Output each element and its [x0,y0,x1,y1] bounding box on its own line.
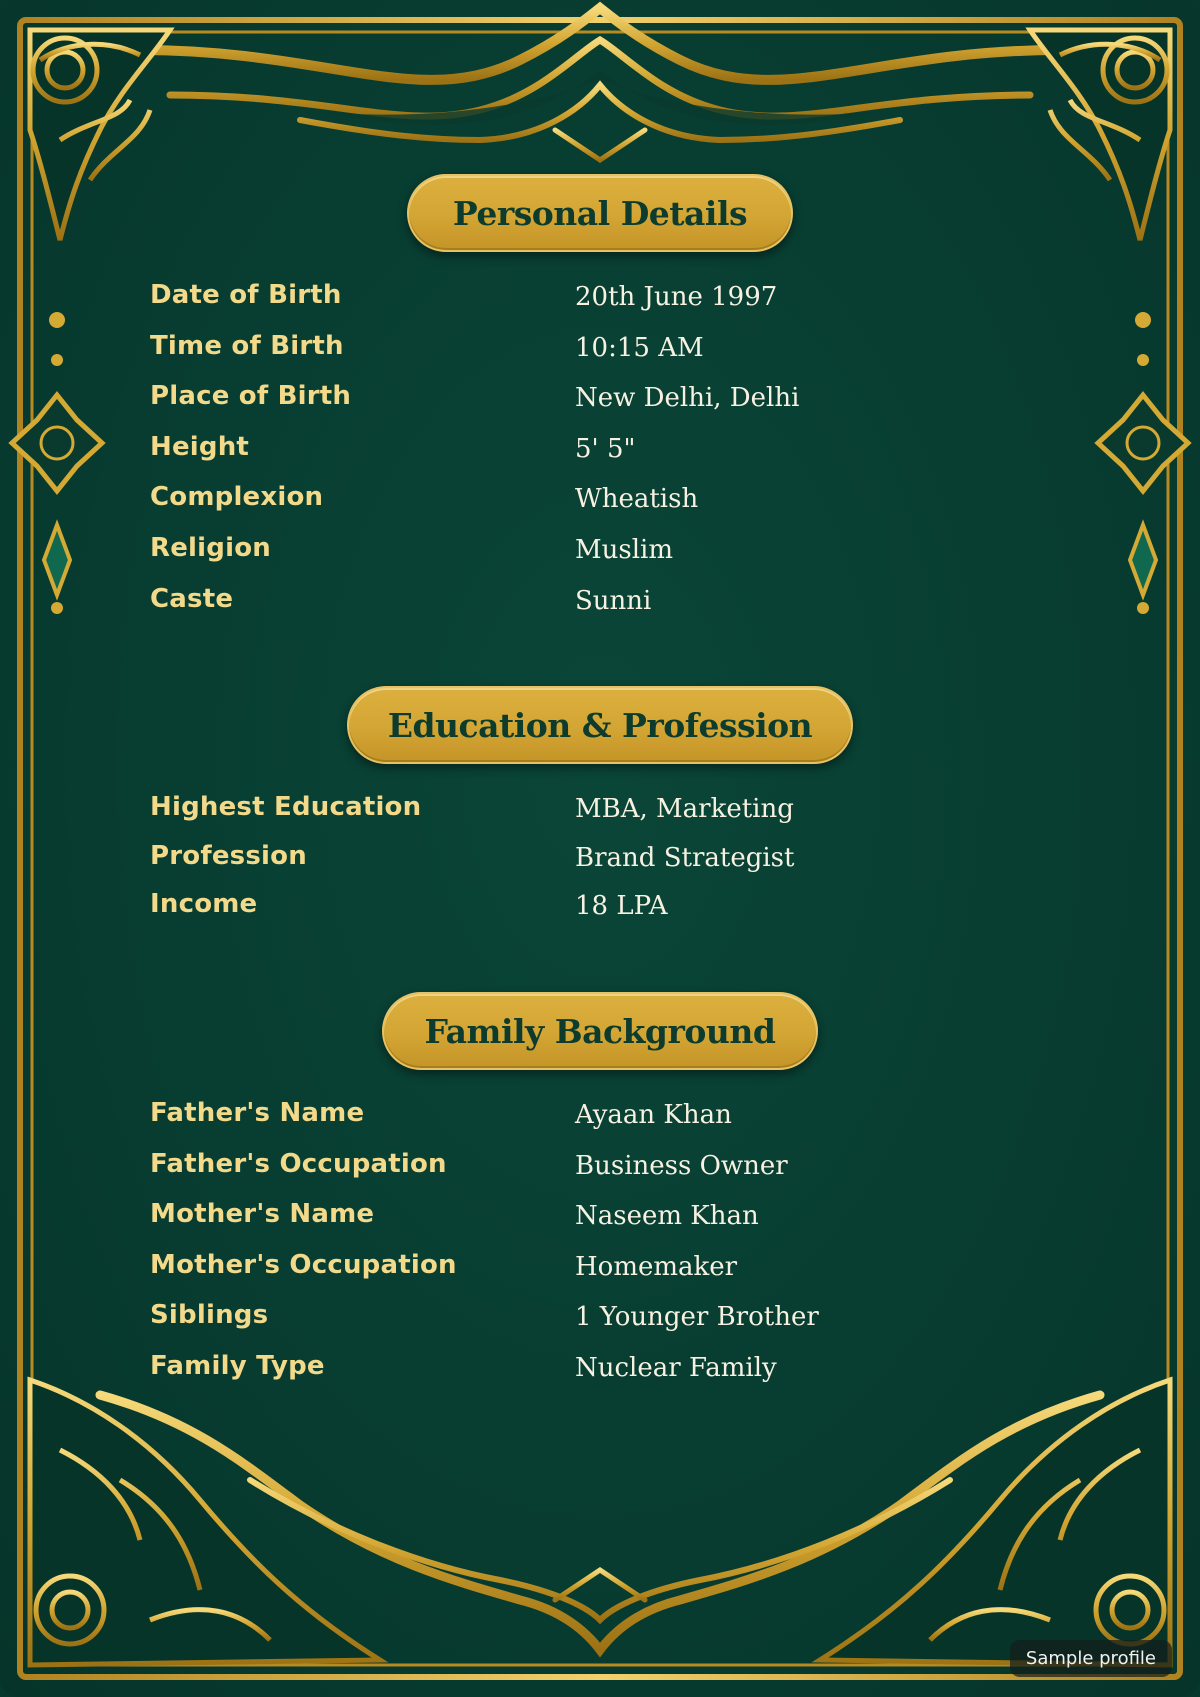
detail-label: Mother's Occupation [150,1249,457,1280]
detail-value: 10:15 AM [575,332,704,363]
detail-label: Mother's Name [150,1199,375,1230]
detail-value: Wheatish [575,484,699,515]
detail-label: Income [150,889,258,919]
detail-row-income [150,889,1050,938]
personal-details-list [150,280,1050,634]
detail-value: Muslim [575,534,673,565]
detail-row-mothers-name [150,1199,1050,1250]
detail-row-complexion [150,482,1050,533]
top-right-corner-ornament [1030,30,1170,240]
detail-label: Height [150,431,250,462]
detail-row-siblings [150,1300,1050,1351]
detail-value: Nuclear Family [575,1352,777,1383]
education-profession-heading: Education & Profession [347,686,853,764]
detail-label: Complexion [150,482,324,513]
detail-label: Highest Education [150,792,422,822]
top-left-corner-ornament [30,30,170,240]
detail-row-fathers-occupation [150,1149,1050,1200]
detail-label: Siblings [150,1300,269,1331]
detail-label: Date of Birth [150,280,342,310]
detail-row-mothers-occupation [150,1250,1050,1301]
right-pendant-ornament [1098,250,1188,614]
sample-profile-badge: Sample profile [1010,1640,1172,1677]
detail-label: Time of Birth [150,330,344,361]
detail-row-profession [150,841,1050,890]
detail-row-highest-education [150,792,1050,841]
detail-value: Sunni [575,585,652,616]
detail-row-fathers-name [150,1098,1050,1149]
detail-label: Father's Name [150,1098,365,1128]
detail-row-caste [150,584,1050,635]
family-background-heading: Family Background [382,992,818,1070]
detail-row-height [150,432,1050,483]
detail-value: 20th June 1997 [575,282,778,312]
detail-label: Caste [150,583,234,614]
detail-value: Ayaan Khan [575,1100,732,1130]
family-background-list [150,1098,1050,1402]
detail-label: Place of Birth [150,381,352,412]
education-profession-list [150,792,1050,938]
personal-details-heading: Personal Details [407,174,793,252]
detail-label: Family Type [150,1350,325,1381]
detail-label: Religion [150,532,271,563]
detail-row-place-of-birth [150,381,1050,432]
detail-row-family-type [150,1351,1050,1402]
detail-value: Business Owner [575,1150,788,1181]
detail-label: Father's Occupation [150,1148,447,1179]
left-pendant-ornament [12,250,102,614]
detail-value: MBA, Marketing [575,794,794,824]
detail-row-date-of-birth [150,280,1050,331]
detail-row-religion [150,533,1050,584]
detail-value: New Delhi, Delhi [575,383,800,414]
detail-value: 18 LPA [575,891,668,921]
detail-value: Brand Strategist [575,842,795,873]
detail-row-time-of-birth [150,331,1050,382]
detail-value: 1 Younger Brother [575,1302,819,1333]
detail-value: Homemaker [575,1251,738,1282]
detail-value: 5' 5" [575,433,636,464]
detail-value: Naseem Khan [575,1201,759,1232]
detail-label: Profession [150,840,307,871]
